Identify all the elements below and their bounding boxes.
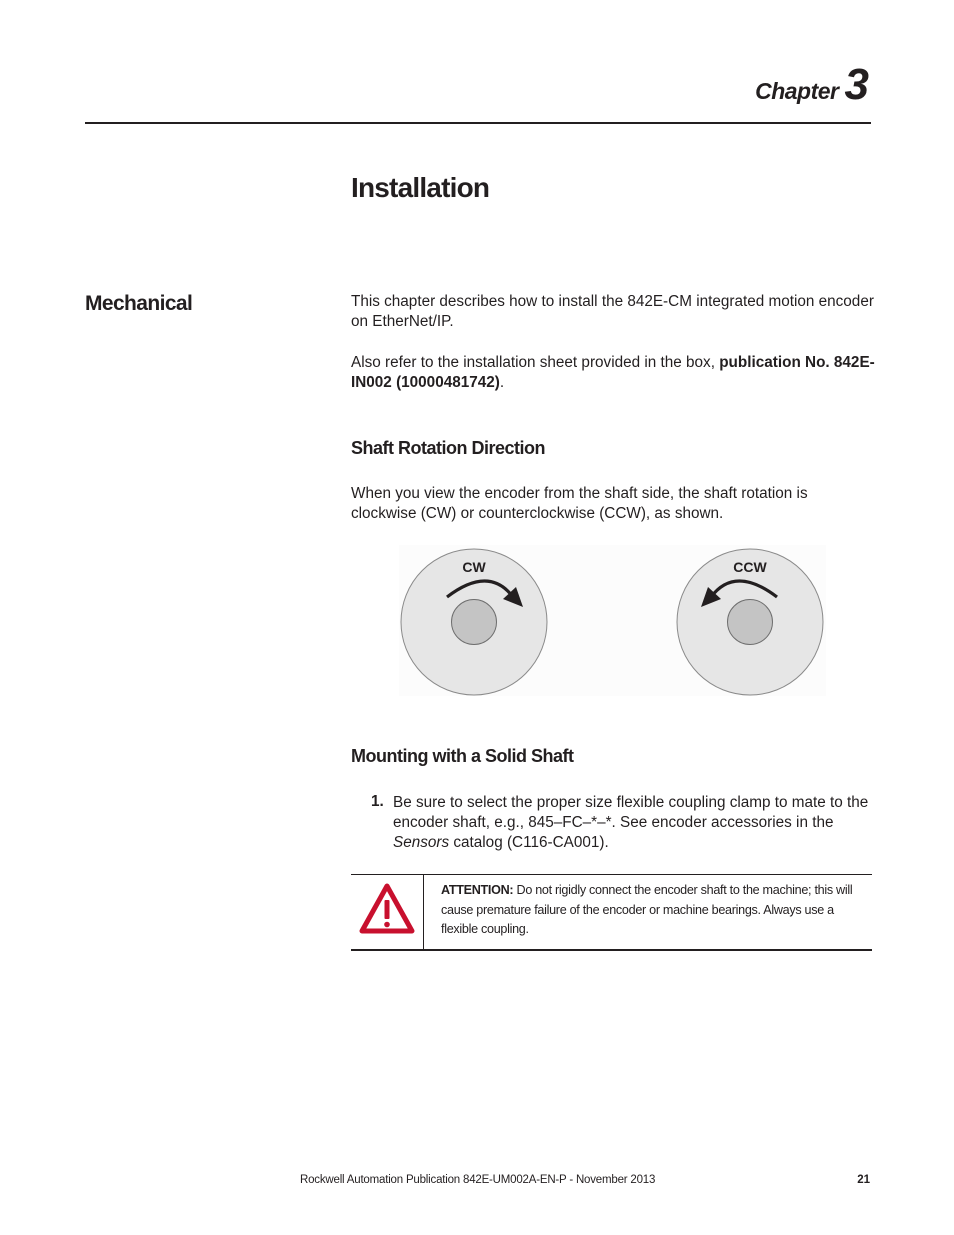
attention-divider xyxy=(423,875,424,949)
attention-message: Do not rigidly connect the encoder shaft to the machine; this will cause premature failure of the encoder or machine bearings. Always use a flexible coupling. xyxy=(441,883,853,936)
section-heading: Mechanical xyxy=(85,292,193,315)
page-number: 21 xyxy=(857,1174,870,1186)
step-text-part-1: Be sure to select the proper size flexible coupling clamp to mate to the encoder shaft, e.g., 845–FC–*–*. See encoder accessories in the xyxy=(393,794,869,831)
step-number: 1. xyxy=(371,793,384,810)
cw-label: CW xyxy=(462,559,486,575)
chapter-word: Chapter xyxy=(755,78,839,104)
shaft-rotation-heading: Shaft Rotation Direction xyxy=(351,438,545,458)
mounting-heading: Mounting with a Solid Shaft xyxy=(351,746,574,766)
catalog-name: Sensors xyxy=(393,834,450,851)
ccw-label: CCW xyxy=(733,559,767,575)
warning-triangle-icon xyxy=(359,883,415,935)
publication-reference: publication No. 842E-IN002 (10000481742) xyxy=(351,354,875,391)
ccw-shaft xyxy=(728,600,773,645)
intro-paragraph: This chapter describes how to install the 842E-CM integrated motion encoder on EtherNet/IP. xyxy=(351,293,874,330)
footer-publication: Rockwell Automation Publication 842E-UM002A-EN-P - November 2013 xyxy=(300,1174,656,1186)
warning-exclamation-dot xyxy=(384,922,390,928)
chapter-number: 3 xyxy=(844,60,868,109)
cw-shaft xyxy=(452,600,497,645)
attention-text xyxy=(441,881,866,940)
step-text-part-2: catalog (C116-CA001). xyxy=(449,834,609,851)
reference-suffix: . xyxy=(499,374,505,391)
reference-prefix: Also refer to the installation sheet provided in the box, xyxy=(351,354,720,371)
ccw-encoder xyxy=(677,549,823,695)
reference-paragraph xyxy=(351,353,876,393)
chapter-header xyxy=(755,60,868,110)
step-text xyxy=(393,793,873,853)
shaft-rotation-text: When you view the encoder from the shaft side, the shaft rotation is clockwise (CW) or counterclockwise (CCW), as shown. xyxy=(351,485,808,522)
rotation-figure xyxy=(399,545,826,696)
header-rule xyxy=(85,122,871,124)
attention-label: ATTENTION: xyxy=(441,883,514,897)
warning-exclamation-bar xyxy=(385,900,390,919)
page-title: Installation xyxy=(351,172,490,203)
attention-box xyxy=(351,874,872,951)
cw-encoder xyxy=(401,549,547,695)
